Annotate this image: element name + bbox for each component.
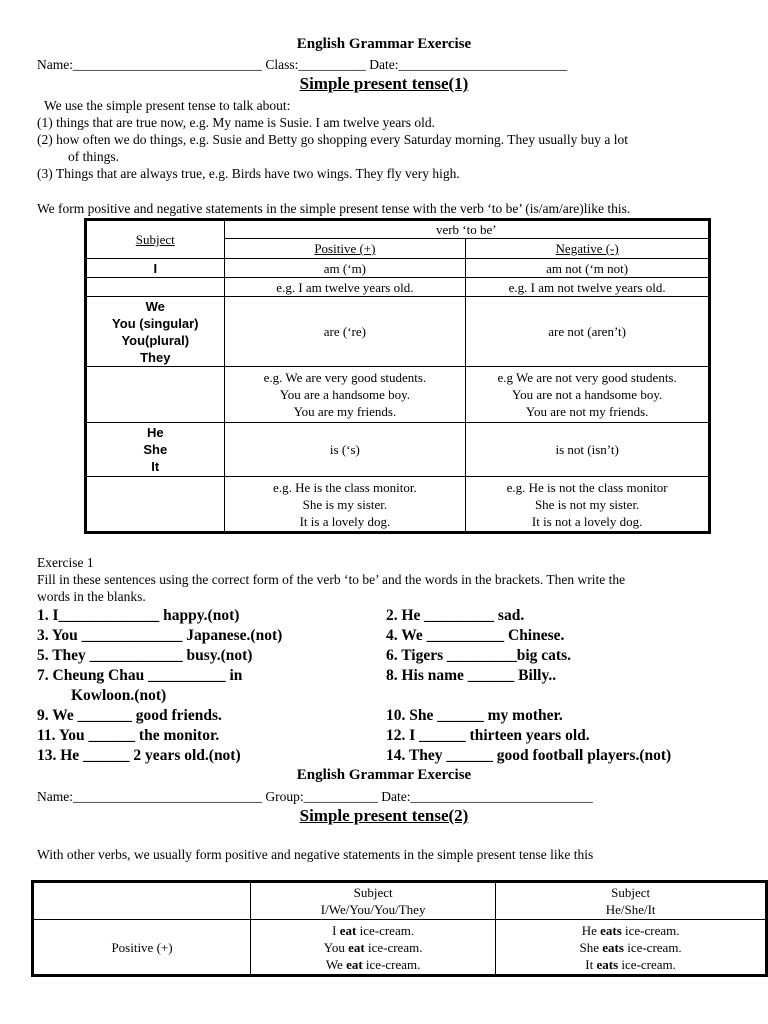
he-negative: is not (isn’t) bbox=[466, 423, 710, 477]
sheet1-info-line: Name:____________________________ Class:__________ Date:_________________________ bbox=[37, 57, 568, 72]
exercise-item-12: 12. I ______ thirteen years old. bbox=[386, 727, 590, 744]
form-sentence: We form positive and negative statements in the simple present tense with the verb ‘to be’ (is/am/are)like this. bbox=[37, 201, 631, 216]
empty-cell bbox=[86, 278, 225, 297]
positive-header: Positive (+) bbox=[224, 239, 466, 259]
he-positive: is (‘s) bbox=[224, 423, 466, 477]
exercise-item-8: 8. His name ______ Billy.. bbox=[386, 667, 557, 684]
exercise-item-4: 4. We __________ Chinese. bbox=[386, 627, 565, 644]
i-example-positive: e.g. I am twelve years old. bbox=[224, 278, 466, 297]
point-3: (3) Things that are always true, e.g. Birds have two wings. They fly very high. bbox=[37, 166, 460, 181]
intro-text: We use the simple present tense to talk about: bbox=[44, 98, 291, 113]
positive-label: Positive (+) bbox=[33, 920, 251, 976]
empty-cell bbox=[86, 367, 225, 423]
verb-to-be-header: verb ‘to be’ bbox=[224, 220, 709, 239]
exercise-instructions-2: words in the blanks. bbox=[37, 589, 146, 604]
exercise-instructions-1: Fill in these sentences using the correct form of the verb ‘to be’ and the words in the brackets. Then write the bbox=[37, 572, 626, 587]
negative-header: Negative (-) bbox=[466, 239, 710, 259]
exercise-item-2: 2. He _________ sad. bbox=[386, 607, 525, 624]
subject-i: I bbox=[86, 259, 225, 278]
point-1: (1) things that are true now, e.g. My name is Susie. I am twelve years old. bbox=[37, 115, 436, 130]
subject-he-she-it: He She It bbox=[86, 423, 225, 477]
exercise-item-6: 6. Tigers _________big cats. bbox=[386, 647, 572, 664]
exercise-item-5: 5. They ____________ busy.(not) bbox=[37, 647, 253, 664]
exercise-item-7: 7. Cheung Chau __________ in bbox=[37, 667, 243, 684]
exercise-item-10: 10. She ______ my mother. bbox=[386, 707, 563, 724]
he-example-negative: e.g. He is not the class monitor She is not my sister. It is not a lovely dog. bbox=[466, 477, 710, 533]
we-example-negative: e.g We are not very good students. You are not a handsome boy. You are not my friends. bbox=[466, 367, 710, 423]
we-example-positive: e.g. We are very good students. You are a handsome boy. You are my friends. bbox=[224, 367, 466, 423]
exercise-item-13: 13. He ______ 2 years old.(not) bbox=[37, 747, 241, 764]
subject-we-you-they: We You (singular) You(plural) They bbox=[86, 297, 225, 367]
we-positive: are (‘re) bbox=[224, 297, 466, 367]
subject-plural-header: Subject I/We/You/You/They bbox=[251, 882, 496, 920]
sheet2-intro: With other verbs, we usually form positive and negative statements in the simple present tense like this bbox=[37, 847, 594, 862]
i-negative: am not (‘m not) bbox=[466, 259, 710, 278]
point-2: (2) how often we do things, e.g. Susie and Betty go shopping every Saturday morning. They usually buy a lot bbox=[37, 132, 629, 147]
exercise-item-9: 9. We _______ good friends. bbox=[37, 707, 222, 724]
sheet2-subtitle: Simple present tense(2) bbox=[299, 806, 469, 825]
positive-plural-examples: I eat ice-cream. You eat ice-cream. We eat ice-cream. bbox=[251, 920, 496, 976]
to-be-table bbox=[84, 218, 711, 534]
we-negative: are not (aren’t) bbox=[466, 297, 710, 367]
sheet1-subtitle: Simple present tense(1) bbox=[299, 74, 469, 93]
i-example-negative: e.g. I am not twelve years old. bbox=[466, 278, 710, 297]
empty-cell bbox=[33, 882, 251, 920]
exercise-label: Exercise 1 bbox=[37, 555, 94, 570]
exercise-item-1: 1. I_____________ happy.(not) bbox=[37, 607, 240, 624]
exercise-item-14: 14. They ______ good football players.(not) bbox=[386, 747, 672, 764]
subject-singular-header: Subject He/She/It bbox=[496, 882, 767, 920]
subject-header: Subject bbox=[86, 220, 225, 259]
sheet2-info-line: Name:____________________________ Group:___________ Date:___________________________ bbox=[37, 789, 593, 804]
sheet1-title: English Grammar Exercise bbox=[296, 36, 472, 52]
other-verbs-table bbox=[31, 880, 768, 977]
sheet2-title: English Grammar Exercise bbox=[296, 767, 472, 783]
point-2-cont: of things. bbox=[68, 149, 120, 164]
exercise-item-7-cont: Kowloon.(not) bbox=[71, 687, 167, 704]
exercise-item-3: 3. You _____________ Japanese.(not) bbox=[37, 627, 283, 644]
exercise-item-11: 11. You ______ the monitor. bbox=[37, 727, 220, 744]
empty-cell bbox=[86, 477, 225, 533]
he-example-positive: e.g. He is the class monitor. She is my sister. It is a lovely dog. bbox=[224, 477, 466, 533]
positive-singular-examples: He eats ice-cream. She eats ice-cream. It eats ice-cream. bbox=[496, 920, 767, 976]
i-positive: am (‘m) bbox=[224, 259, 466, 278]
